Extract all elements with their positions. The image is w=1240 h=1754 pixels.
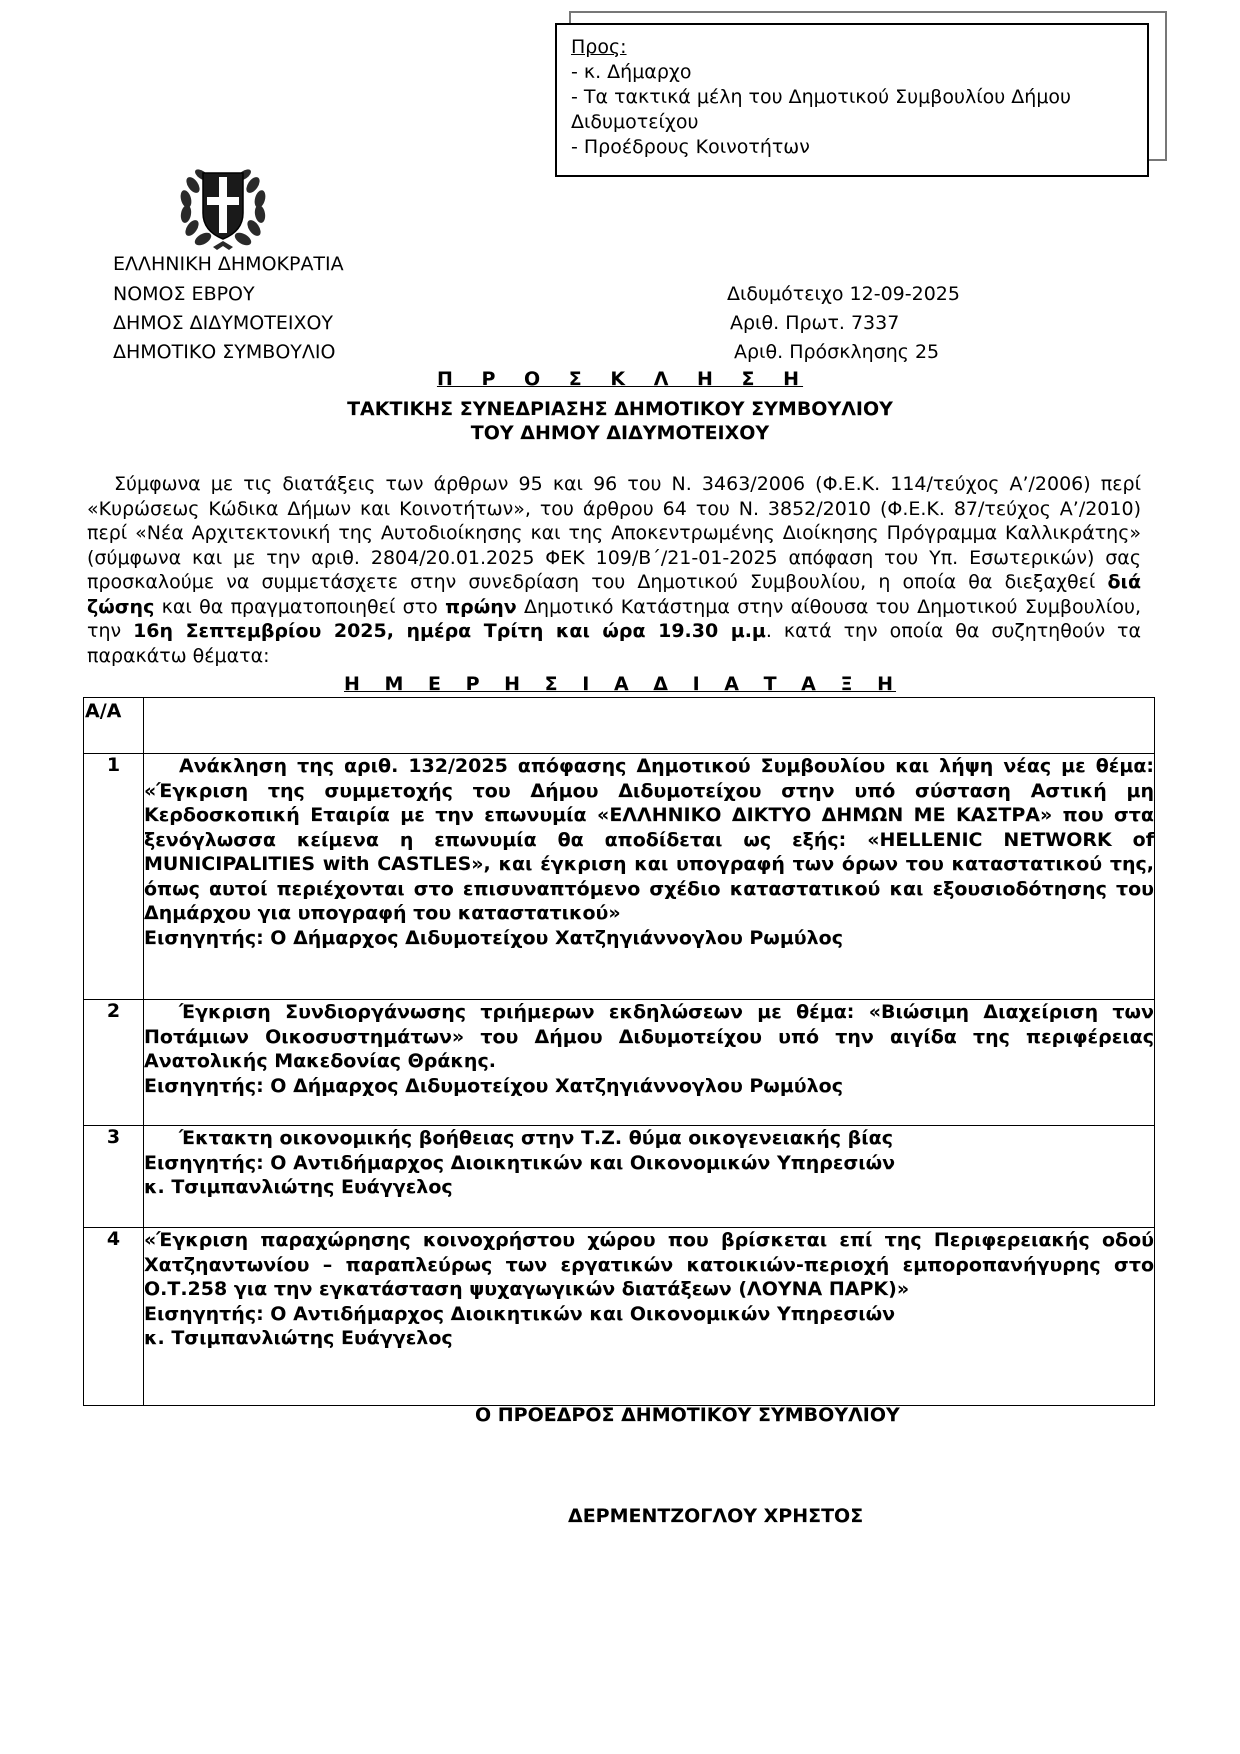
recipients-heading: Προς: [571, 36, 627, 58]
document-date: Διδυμότειχο 12-09-2025 [727, 283, 960, 305]
agenda-item-text: Έγκριση Συνδιοργάνωσης τριήμερων εκδηλώσεων με θέμα: «Βιώσιμη Διαχείριση των Ποτάμιων Οικοσυστημάτων» του Δήμου Διδυμοτείχου υπό την αιγίδα της περιφέρειας Ανατολικής Μακεδονίας Θράκης. [144, 1001, 1154, 1072]
header-prefecture: ΝΟΜΟΣ ΕΒΡΟΥ [113, 283, 255, 305]
protocol-number: Αριθ. Πρωτ. 7337 [730, 312, 900, 334]
agenda-item-number: 4 [84, 1228, 144, 1406]
agenda-title: Η Μ Ε Ρ Η Σ Ι Α Δ Ι Α Τ Α Ξ Η [343, 673, 897, 695]
agenda-item-content [144, 1000, 1155, 1126]
header-republic: ΕΛΛΗΝΙΚΗ ΔΗΜΟΚΡΑΤΙΑ [113, 253, 344, 275]
agenda-item-text: Ανάκληση της αριθ. 132/2025 απόφασης Δημοτικού Συμβουλίου και λήψη νέας με θέμα: «Έγκριση της συμμετοχής του Δήμου Διδυμοτείχου στην υπό σύσταση Αστική μη Κερδοσκοπική Εταιρία με την επωνυμία «ΕΛΛΗΝΙΚΟ ΔΙΚΤΥΟ ΔΗΜΩΝ ΜΕ ΚΑΣΤΡΑ» που στα ξενόγλωσσα κείμενα η επωνυμία θα αποδίδεται ως εξής: «HELLENIC NETWORK of MUNICIPALITIES with CASTLES», και έγκριση και υπογραφή των όρων του καταστατικού της, όπως αυτοί περιέχονται στο επισυναπτόμενο σχέδιο καταστατικού και εξουσιοδότησης του Δημάρχου για υπογραφή του καταστατικού» [144, 755, 1154, 924]
agenda-item-rapporteur: Εισηγητής: Ο Δήμαρχος Διδυμοτείχου Χατζηγιάννογλου Ρωμύλος [144, 1074, 843, 1097]
signature-title: Ο ΠΡΟΕΔΡΟΣ ΔΗΜΟΤΙΚΟΥ ΣΥΜΒΟΥΛΙΟΥ [475, 1404, 900, 1426]
agenda-header-row [84, 698, 1155, 754]
invitation-body: Σύμφωνα με τις διατάξεις των άρθρων 95 και 96 του Ν. 3463/2006 (Φ.Ε.Κ. 114/τεύχος Α’/2006) περί «Κυρώσεως Κώδικα Δήμων και Κοινοτήτων», του άρθρου 64 του Ν. 3852/2010 (Φ.Ε.Κ. 87/τεύχος Α’/2010) περί «Νέα Αρχιτεκτονική της Αυτοδιοίκησης και της Αποκεντρωμένης Διοίκησης Πρόγραμμα Καλλικράτης» (σύμφωνα και με την αριθ. 2804/20.01.2025 ΦΕΚ 109/Β΄/21-01-2025 απόφαση του Υπ. Εσωτερικών) σας προσκαλούμε να συμμετάσχετε στην συνεδρίαση του Δημοτικού Συμβουλίου, η οποία θα διεξαχθεί διά ζώσης και θα πραγματοποιηθεί στο πρώην Δημοτικό Κατάστημα στην αίθουσα του Δημοτικού Συμβουλίου, την 16η Σεπτεμβρίου 2025, ημέρα Τρίτη και ώρα 19.30 μ.μ. κατά την οποία θα συζητηθούν τα παρακάτω θέματα: [87, 473, 1142, 667]
agenda-item-text: «Έγκριση παραχώρησης κοινοχρήστου χώρου που βρίσκεται επί της Περιφερειακής οδού Χατζηαντωνίου – παραπλεύρως των εργατικών κατοικιών-περιοχή εμποροπανήγυρης στο Ο.Τ.258 για την εγκατάσταση ψυχαγωγικών διατάξεων (ΛΟΥΝΑ ΠΑΡΚ)» [144, 1229, 1154, 1300]
agenda-table [83, 697, 1155, 1406]
signature-name: ΔΕΡΜΕΝΤΖΟΓΛΟΥ ΧΡΗΣΤΟΣ [568, 1505, 864, 1527]
header-municipality: ΔΗΜΟΣ ΔΙΔΥΜΟΤΕΙΧΟΥ [113, 312, 334, 334]
recipients-box [555, 23, 1149, 177]
document-subtitle-1: ΤΑΚΤΙΚΗΣ ΣΥΝΕΔΡΙΑΣΗΣ ΔΗΜΟΤΙΚΟΥ ΣΥΜΒΟΥΛΙΟΥ [347, 398, 893, 420]
invitation-number: Αριθ. Πρόσκλησης 25 [734, 341, 940, 363]
header-council: ΔΗΜΟΤΙΚΟ ΣΥΜΒΟΥΛΙΟ [113, 341, 336, 363]
agenda-row [84, 1228, 1155, 1406]
agenda-header-aa: Α/Α [84, 698, 144, 754]
agenda-row [84, 754, 1155, 1000]
document-title: Π Ρ Ο Σ Κ Λ Η Σ Η [436, 368, 804, 390]
agenda-item-number: 1 [84, 754, 144, 1000]
agenda-item-rapporteur: Εισηγητής: Ο Αντιδήμαρχος Διοικητικών και Οικονομικών Υπηρεσιών [144, 1151, 896, 1174]
agenda-item-rapporteur-name: κ. Τσιμπανλιώτης Ευάγγελος [144, 1176, 453, 1198]
agenda-item-content [144, 754, 1155, 1000]
agenda-item-rapporteur-name: κ. Τσιμπανλιώτης Ευάγγελος [144, 1327, 453, 1349]
recipient-line: - Τα τακτικά μέλη του Δημοτικού Συμβουλίου Δήμου [571, 86, 1072, 108]
agenda-row [84, 1000, 1155, 1126]
recipient-line: - κ. Δήμαρχο [571, 61, 692, 83]
agenda-item-text: Έκτακτη οικονομικής βοήθειας στην Τ.Ζ. θύμα οικογενειακής βίας [179, 1127, 893, 1149]
recipient-line: - Προέδρους Κοινοτήτων [571, 136, 810, 158]
document-subtitle-2: ΤΟΥ ΔΗΜΟΥ ΔΙΔΥΜΟΤΕΙΧΟΥ [470, 422, 770, 444]
agenda-header-empty [144, 698, 1155, 754]
agenda-item-rapporteur: Εισηγητής: Ο Αντιδήμαρχος Διοικητικών και Οικονομικών Υπηρεσιών [144, 1302, 896, 1325]
agenda-row [84, 1126, 1155, 1228]
agenda-item-content [144, 1126, 1155, 1228]
agenda-item-number: 2 [84, 1000, 144, 1126]
agenda-item-number: 3 [84, 1126, 144, 1228]
greek-coat-of-arms-emblem [173, 155, 273, 255]
recipient-line: Διδυμοτείχου [571, 111, 699, 133]
agenda-item-content [144, 1228, 1155, 1406]
agenda-item-rapporteur: Εισηγητής: Ο Δήμαρχος Διδυμοτείχου Χατζηγιάννογλου Ρωμύλος [144, 926, 843, 949]
